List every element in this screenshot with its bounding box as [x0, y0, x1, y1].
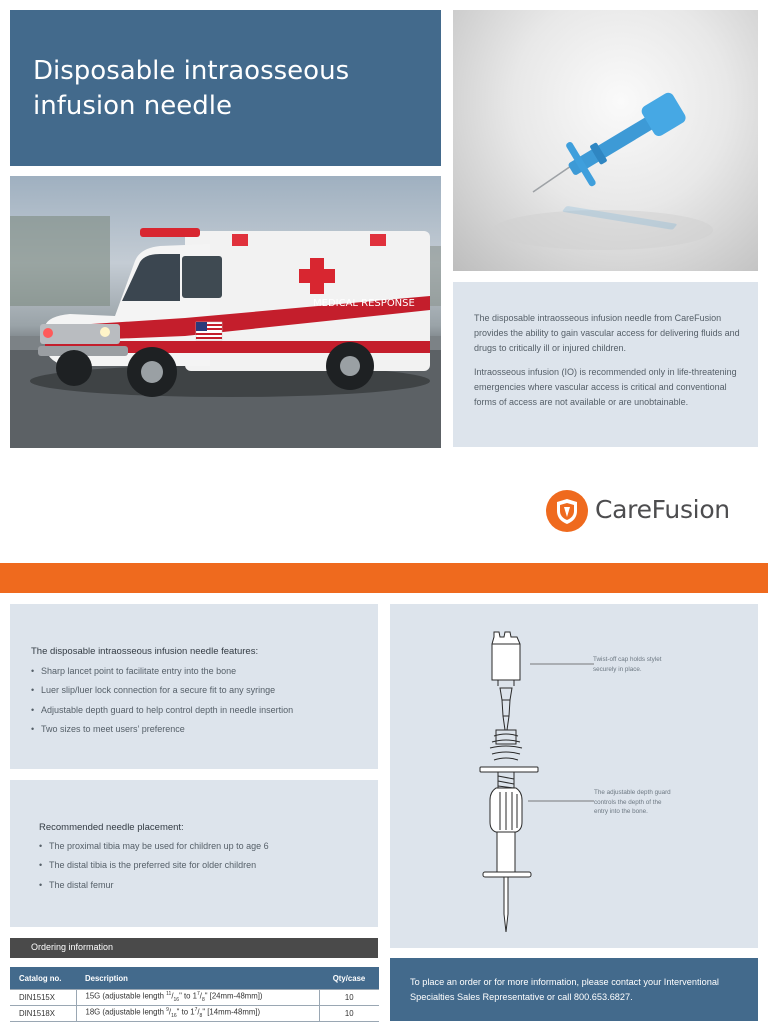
features-list [31, 666, 293, 743]
catalog-cell: DIN1518X [10, 1006, 76, 1022]
product-photo [453, 10, 758, 271]
intro-paragraph-1: The disposable intraosseous infusion needle from CareFusion provides the ability to gain vascular access for delivering fluids and drugs to critically ill or injured children. [474, 313, 740, 353]
cap-callout [593, 655, 661, 674]
list-item: • The proximal tibia may be used for children up to age 6 [39, 841, 269, 860]
column-header: Catalog no. [10, 967, 76, 990]
depth-guard-callout [594, 788, 671, 817]
description-text: " to 1 [179, 992, 198, 1002]
placement-panel [10, 780, 378, 927]
list-item: • The distal femur [39, 880, 269, 899]
fraction-numerator: 11 [166, 991, 172, 998]
list-item: • Luer slip/luer lock connection for a secure fit to any syringe [31, 685, 293, 704]
fraction-denominator: 16 [173, 997, 180, 1004]
fraction-numerator: 9 [166, 1007, 169, 1014]
shield-logo-icon [545, 489, 589, 533]
qty-cell: 10 [319, 990, 379, 1006]
ordering-heading-bar [10, 938, 378, 958]
description-cell: 18G (adjustable length $^9/_{16}$" to $1^7/_8$" [14mm-48mm]) [76, 1006, 319, 1022]
table-row [10, 990, 379, 1006]
description-text: 18G (adjustable length [85, 1008, 167, 1018]
placement-heading: Recommended needle placement: [39, 822, 184, 833]
features-heading: The disposable intraosseous infusion needle features: [31, 646, 259, 657]
fraction-denominator: 16 [171, 1013, 177, 1020]
page-title: Disposable intraosseous infusion needle [33, 56, 350, 121]
callout-line: The adjustable depth guard [594, 789, 671, 796]
needle-product-illustration [453, 10, 758, 271]
list-item: • The distal tibia is the preferred site for older children [39, 860, 269, 879]
intro-paragraph-2: Intraosseous infusion (IO) is recommended only in life-threatening emergencies where vascular access is critical and conventional forms of access are not available or are unobtainable. [474, 367, 737, 407]
placement-list [39, 841, 269, 899]
title-block [10, 10, 441, 166]
intro-panel [453, 282, 758, 447]
catalog-cell: DIN1515X [10, 990, 76, 1006]
table-row [10, 1006, 379, 1022]
description-cell: 15G (adjustable length $^{11}/_{16}$" to $1^7/_8$" [24mm-48mm]) [76, 990, 319, 1006]
qty-cell: 10 [319, 1006, 379, 1022]
ambulance-lettering: MEDICAL RESPONSE [313, 298, 415, 309]
orange-divider-band [0, 563, 768, 593]
ordering-heading: Ordering information [31, 942, 114, 952]
callout-line: entry into the bone. [594, 808, 648, 815]
table-header-row [10, 967, 379, 990]
fraction-denominator: 8 [201, 997, 205, 1004]
needle-line-drawing [390, 604, 758, 948]
needle-diagram-panel [390, 604, 758, 948]
list-item: • Adjustable depth guard to help control depth in needle insertion [31, 705, 293, 724]
contact-panel [390, 958, 758, 1021]
list-item: • Sharp lancet point to facilitate entry into the bone [31, 666, 293, 685]
fraction-denominator: 8 [199, 1013, 203, 1020]
logo-wordmark: CareFusion [595, 495, 730, 524]
ambulance-illustration [10, 176, 441, 448]
ambulance-photo [10, 176, 441, 448]
fraction-numerator: 7 [194, 1007, 198, 1014]
callout-line: Twist-off cap holds stylet [593, 656, 662, 663]
features-panel [10, 604, 378, 769]
description-text: " to 1 [176, 1008, 195, 1018]
description-text: " [24mm-48mm]) [204, 992, 263, 1002]
callout-line: controls the depth of the [594, 798, 662, 806]
contact-text: To place an order or for more information, please contact your Interventional Specialties Sales Representative or call 800.653.6827. [410, 977, 719, 1002]
callout-line: securely in place. [593, 665, 642, 673]
fraction-numerator: 7 [197, 991, 200, 998]
ordering-table [10, 967, 379, 1022]
list-item: • Two sizes to meet users’ preference [31, 724, 293, 743]
description-text: 15G (adjustable length [85, 992, 167, 1002]
column-header: Qty/case [319, 967, 379, 990]
column-header: Description [76, 967, 319, 990]
carefusion-logo [545, 489, 745, 533]
description-text: " [14mm-48mm]) [202, 1008, 261, 1018]
